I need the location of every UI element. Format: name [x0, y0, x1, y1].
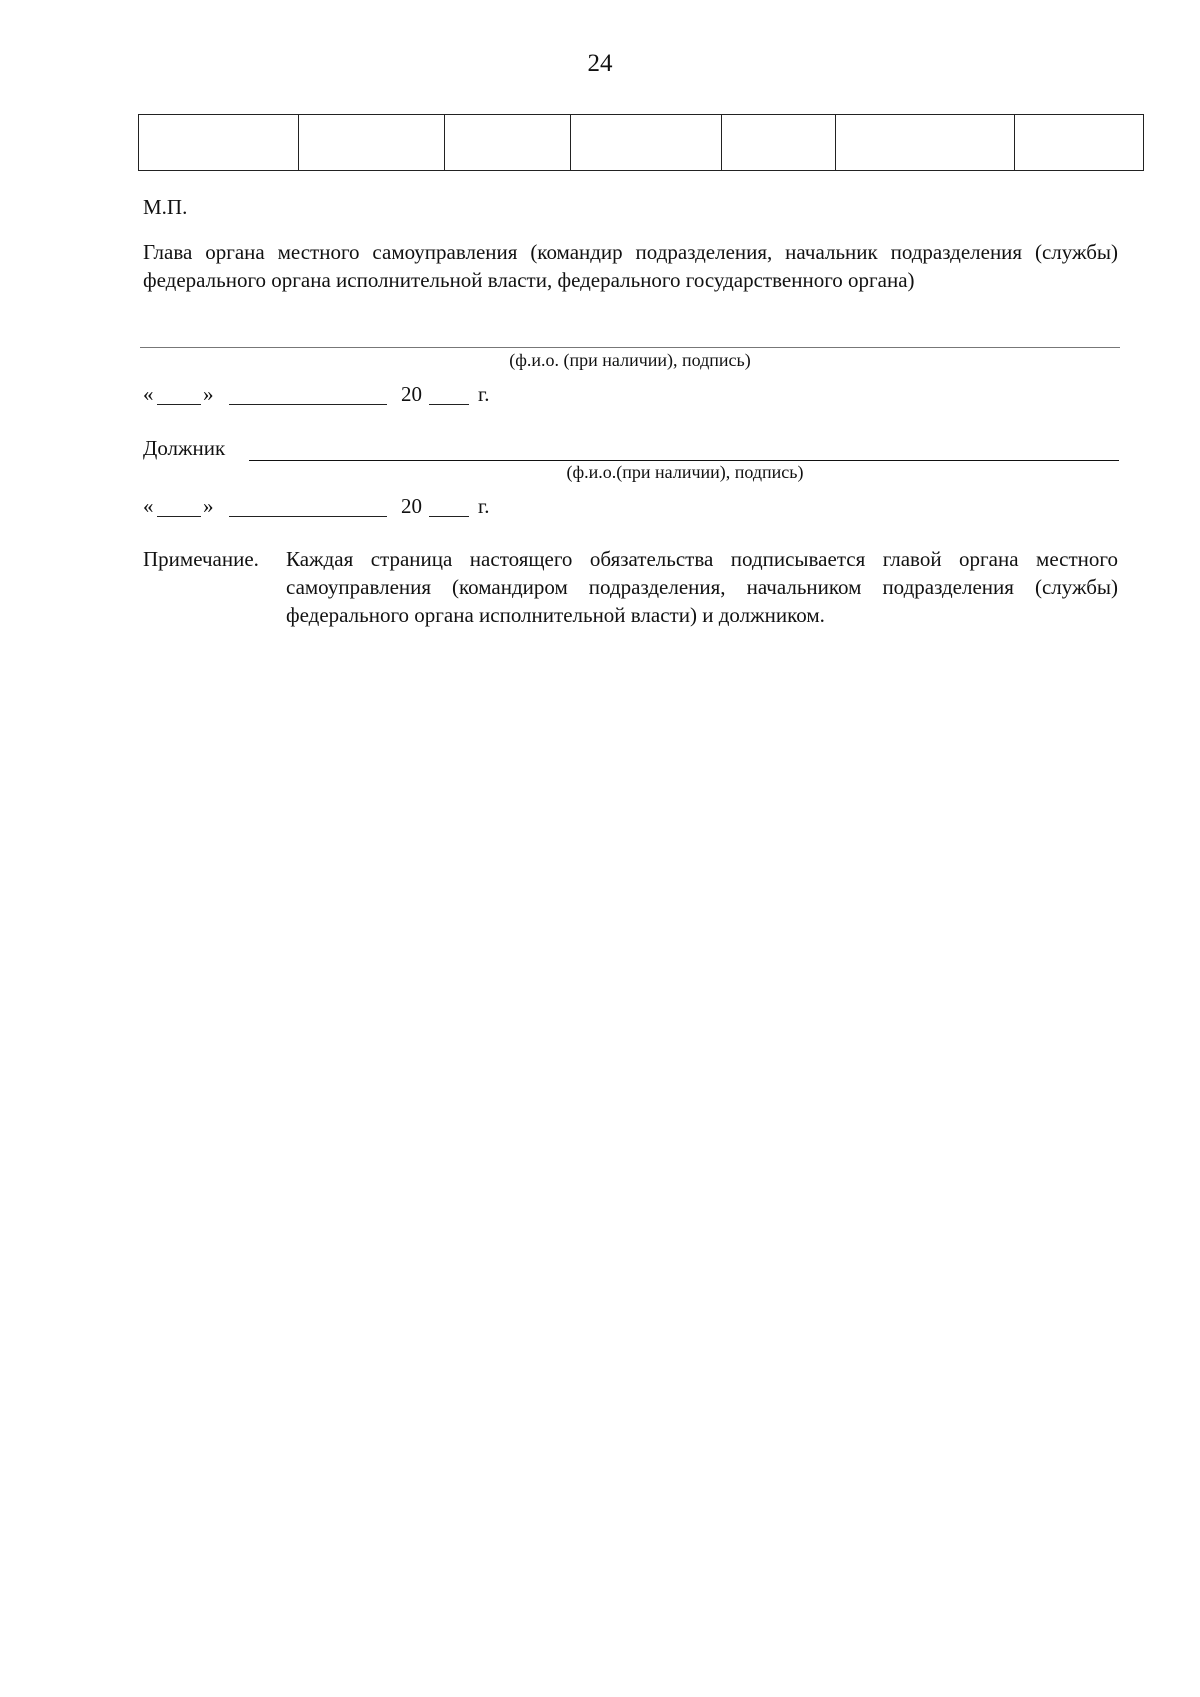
month-blank[interactable]: [229, 516, 387, 517]
debtor-signature-line[interactable]: [249, 460, 1119, 461]
table-cell[interactable]: [836, 115, 1015, 171]
year-prefix: 20: [401, 494, 422, 518]
day-blank[interactable]: [157, 516, 201, 517]
debtor-signature-caption: (ф.и.о.(при наличии), подпись): [566, 462, 804, 482]
empty-table: [138, 114, 1144, 171]
page-number: 24: [587, 50, 613, 77]
table-cell[interactable]: [139, 115, 299, 171]
close-quote: »: [203, 382, 214, 406]
month-blank[interactable]: [229, 404, 387, 405]
stamp-place-label: М.П.: [143, 195, 188, 219]
table-cell[interactable]: [722, 115, 836, 171]
table-cell[interactable]: [1015, 115, 1144, 171]
note-text: Каждая страница настоящего обязательства подписывается главой органа местного самоуправления (командиром подразделения, начальником подразделения (службы) федерального органа исполнительной власти) и должником.: [286, 547, 1118, 627]
head-official-label: Глава органа местного самоуправления (командир подразделения, начальник подразделения (службы) федерального органа исполнительной власти, федерального государственного органа): [143, 240, 1118, 292]
year-blank[interactable]: [429, 404, 469, 405]
year-suffix: г.: [478, 382, 490, 406]
day-blank[interactable]: [157, 404, 201, 405]
head-signature-line[interactable]: [140, 347, 1120, 348]
debtor-label: Должник: [143, 436, 226, 460]
table-cell[interactable]: [571, 115, 722, 171]
head-date-field: [143, 380, 643, 410]
year-prefix: 20: [401, 382, 422, 406]
close-quote: »: [203, 494, 214, 518]
table-cell[interactable]: [299, 115, 445, 171]
open-quote: «: [143, 494, 154, 518]
table-cell[interactable]: [445, 115, 571, 171]
debtor-date-field: [143, 492, 643, 522]
year-suffix: г.: [478, 494, 490, 518]
note-label: Примечание.: [143, 547, 259, 571]
open-quote: «: [143, 382, 154, 406]
table-row: [139, 115, 1144, 171]
year-blank[interactable]: [429, 516, 469, 517]
head-signature-caption: (ф.и.о. (при наличии), подпись): [509, 350, 751, 370]
